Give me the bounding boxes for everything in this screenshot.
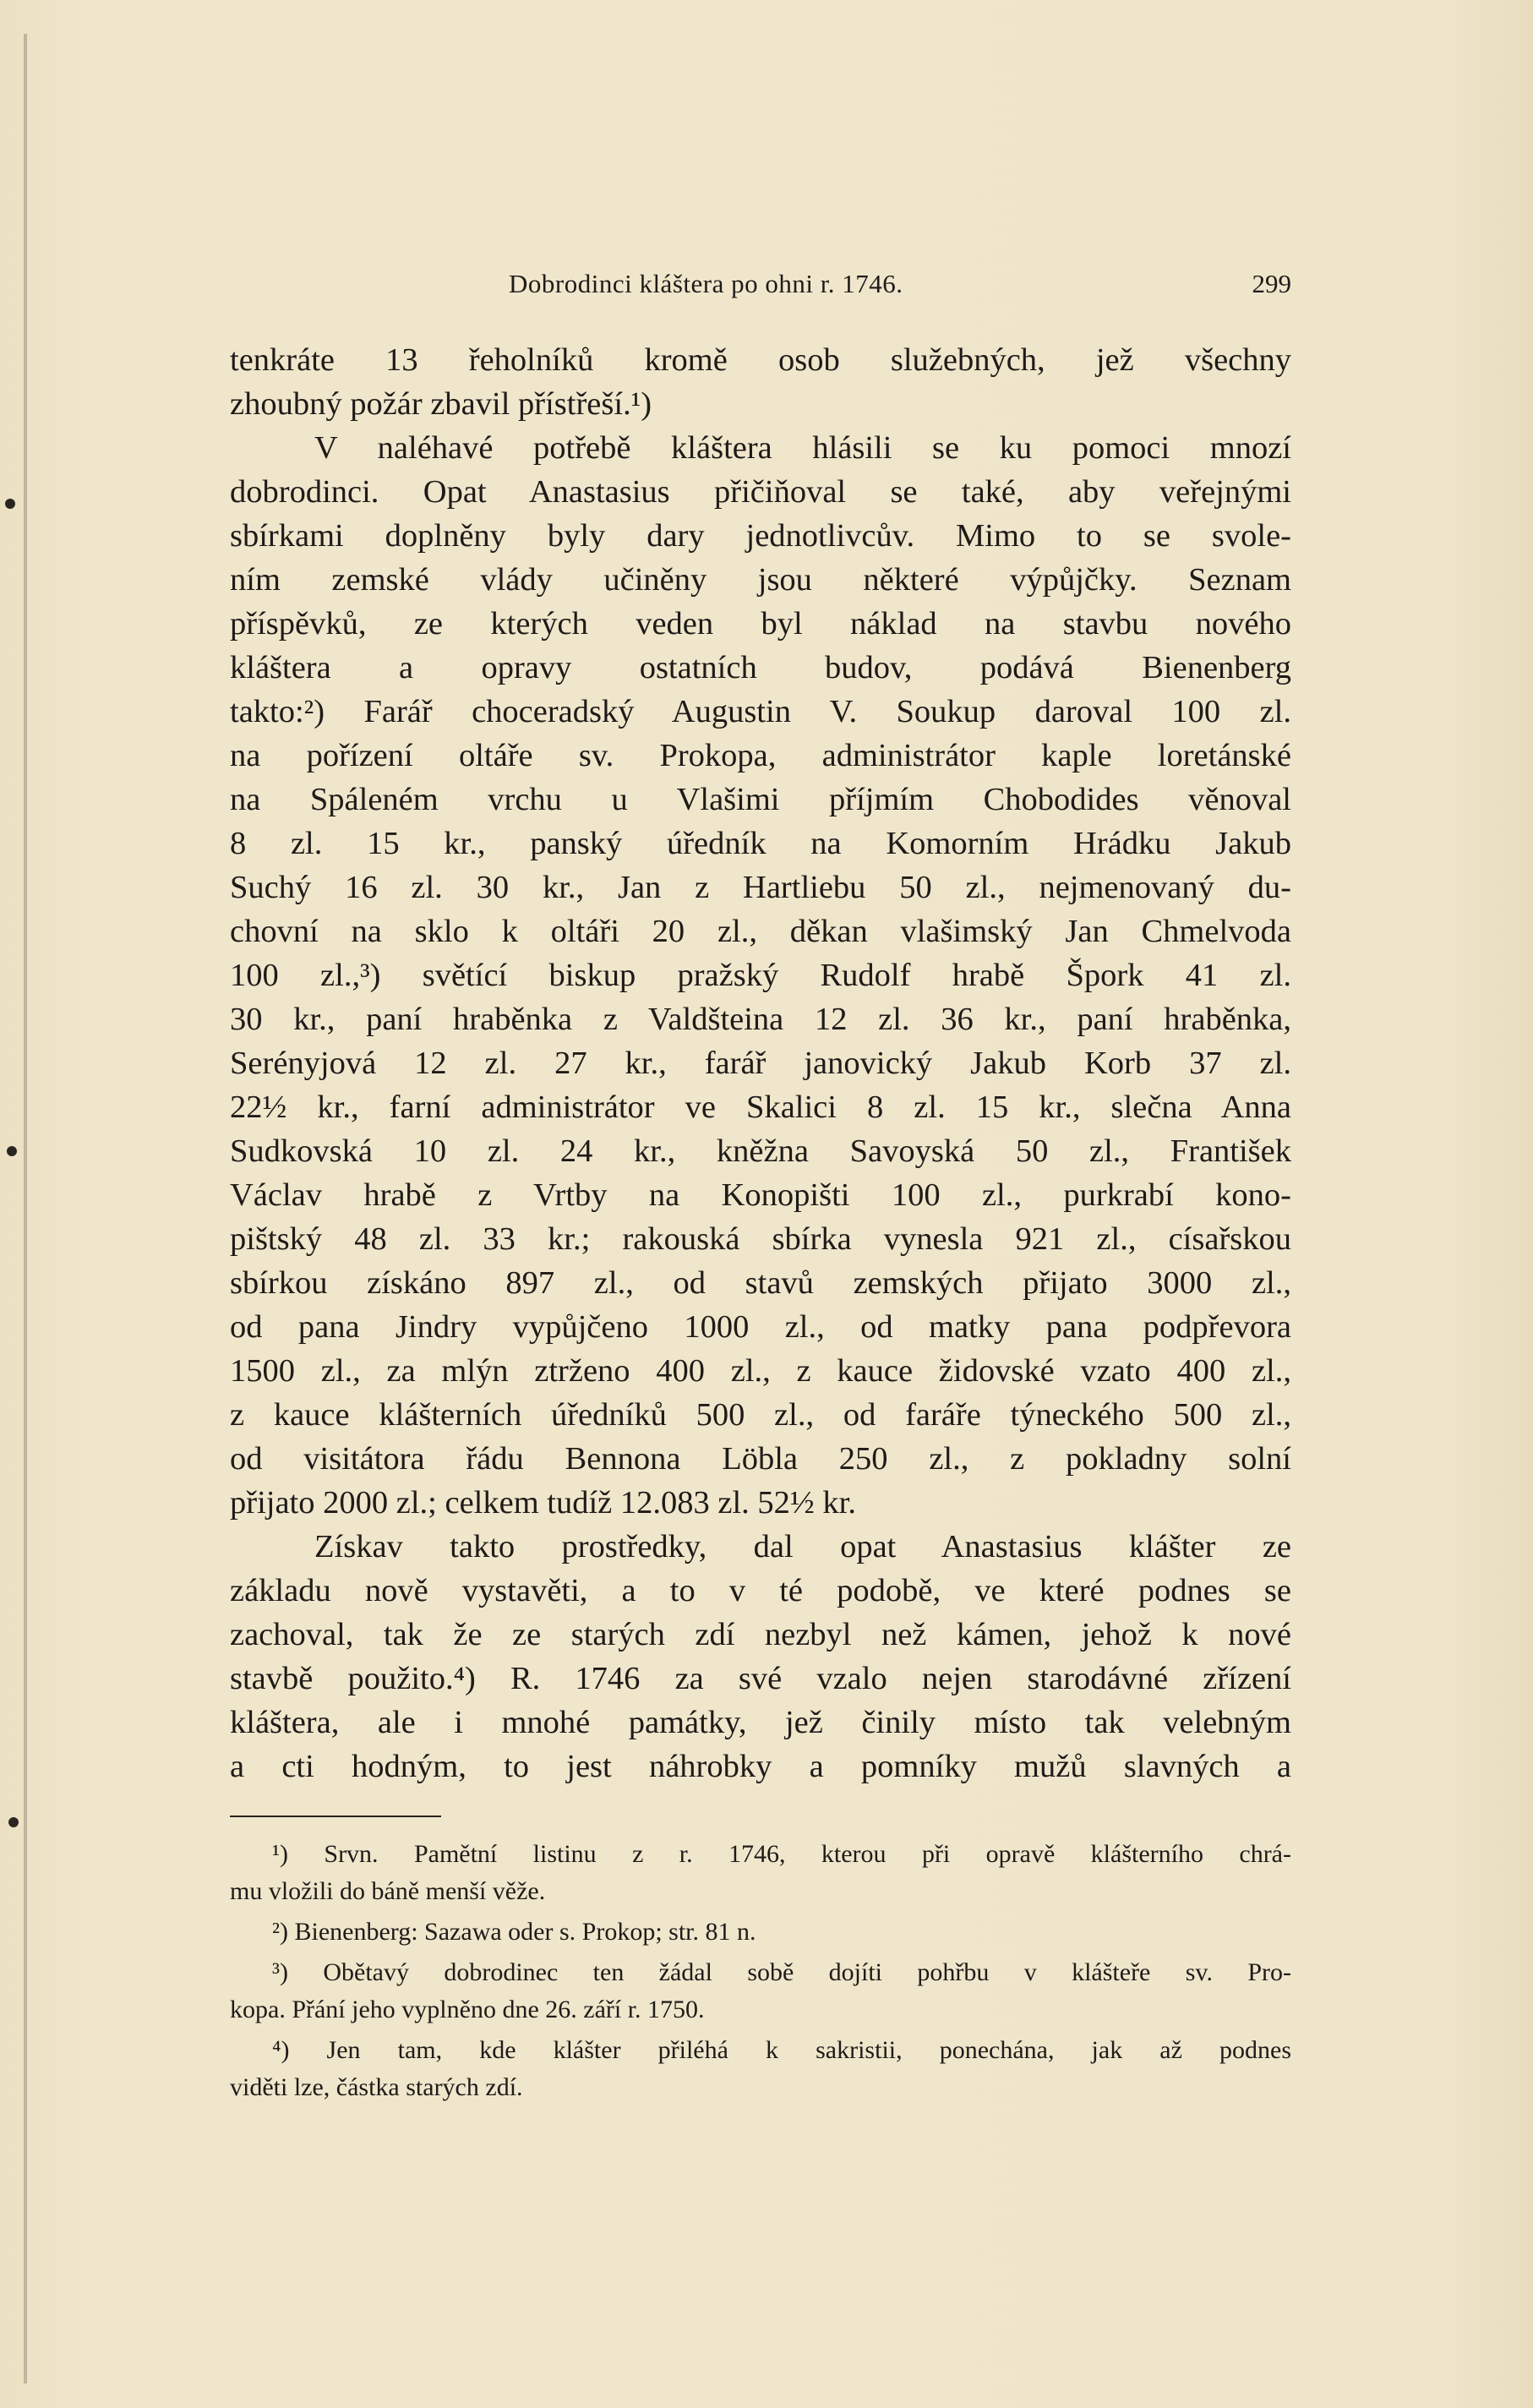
- text-line: z kauce klášterních úředníků 500 zl., od faráře týneckého 500 zl.,: [230, 1397, 1291, 1433]
- text-line: 30 kr., paní hraběnka z Valdšteina 12 zl. 36 kr., paní hraběnka,: [230, 1002, 1291, 1037]
- page-number: 299: [1252, 269, 1291, 298]
- footnotes: [230, 1836, 1291, 2106]
- text-line: 1500 zl., za mlýn ztrženo 400 zl., z kauce židovské vzato 400 zl.,: [230, 1353, 1291, 1389]
- text-line: kláštera a opravy ostatních budov, podává Bienenberg: [230, 650, 1291, 685]
- footnote-line: ²) Bienenberg: Sazawa oder s. Prokop; str. 81 n.: [272, 1918, 756, 1946]
- text-line: ním zemské vlády učiněny jsou některé výpůjčky. Seznam: [230, 562, 1291, 598]
- text-line: V naléhavé potřebě kláštera hlásili se ku pomoci mnozí: [314, 430, 1291, 466]
- text-line: 22½ kr., farní administrátor ve Skalici 8 zl. 15 kr., slečna Anna: [230, 1089, 1291, 1125]
- text-line: na Spáleném vrchu u Vlašimi příjmím Chobodides věnoval: [230, 782, 1291, 817]
- margin-ink-dot: [7, 1146, 17, 1156]
- text-line: zhoubný požár zbavil přístřeší.¹): [230, 386, 652, 422]
- footnote-line: ³) Obětavý dobrodinec ten žádal sobě dojíti pohřbu v klášteře sv. Pro-: [272, 1958, 1291, 1986]
- text-line: 8 zl. 15 kr., panský úředník na Komorním Hrádku Jakub: [230, 826, 1291, 861]
- main-text: [230, 338, 1291, 1788]
- running-title: Dobrodinci kláštera po ohni r. 1746.: [509, 269, 903, 298]
- text-line: sbírkou získáno 897 zl., od stavů zemských přijato 3000 zl.,: [230, 1265, 1291, 1301]
- footnote-divider: [230, 1816, 441, 1817]
- text-line: tenkráte 13 řeholníků kromě osob služebných, jež všechny: [230, 342, 1291, 378]
- text-line: chovní na sklo k oltáři 20 zl., děkan vlašimský Jan Chmelvoda: [230, 914, 1291, 949]
- text-line: Získav takto prostředky, dal opat Anastasius klášter ze: [314, 1529, 1291, 1564]
- text-line: dobrodinci. Opat Anastasius přičiňoval se také, aby veřejnými: [230, 474, 1291, 510]
- margin-ink-dot: [5, 499, 15, 509]
- text-line: základu nově vystavěti, a to v té podobě, ve které podnes se: [230, 1573, 1291, 1608]
- text-line: přijato 2000 zl.; celkem tudíž 12.083 zl. 52½ kr.: [230, 1485, 856, 1521]
- text-line: 100 zl.,³) světící biskup pražský Rudolf hrabě Špork 41 zl.: [230, 958, 1291, 993]
- margin-ink-dot: [8, 1817, 19, 1827]
- text-line: Serényjová 12 zl. 27 kr., farář janovický Jakub Korb 37 zl.: [230, 1046, 1291, 1081]
- footnote-line: mu vložili do báně menší věže.: [230, 1877, 546, 1905]
- text-line: kláštera, ale i mnohé památky, jež činily místo tak velebným: [230, 1705, 1291, 1740]
- page-edge-shadow: [24, 34, 27, 2383]
- text-line: Suchý 16 zl. 30 kr., Jan z Hartliebu 50 zl., nejmenovaný du-: [230, 870, 1291, 905]
- text-line: sbírkami doplněny byly dary jednotlivcův. Mimo to se svole-: [230, 518, 1291, 554]
- text-line: zachoval, tak že ze starých zdí nezbyl než kámen, jehož k nové: [230, 1617, 1291, 1652]
- text-line: příspěvků, ze kterých veden byl náklad na stavbu nového: [230, 606, 1291, 642]
- page-header: [230, 269, 1291, 303]
- text-line: a cti hodným, to jest náhrobky a pomníky mužů slavných a: [230, 1749, 1291, 1784]
- text-line: takto:²) Farář choceradský Augustin V. Soukup daroval 100 zl.: [230, 694, 1291, 729]
- text-line: na pořízení oltáře sv. Prokopa, administrátor kaple loretánské: [230, 738, 1291, 773]
- text-line: Václav hrabě z Vrtby na Konopišti 100 zl., purkrabí kono-: [230, 1177, 1291, 1213]
- text-line: Sudkovská 10 zl. 24 kr., kněžna Savoyská 50 zl., František: [230, 1133, 1291, 1169]
- text-line: od pana Jindry vypůjčeno 1000 zl., od matky pana podpřevora: [230, 1309, 1291, 1345]
- footnote-line: viděti lze, částka starých zdí.: [230, 2073, 523, 2101]
- text-line: stavbě použito.⁴) R. 1746 za své vzalo nejen starodávné zřízení: [230, 1661, 1291, 1696]
- footnote-line: ¹) Srvn. Pamětní listinu z r. 1746, kterou při opravě klášterního chrá-: [272, 1840, 1291, 1868]
- text-line: pištský 48 zl. 33 kr.; rakouská sbírka vynesla 921 zl., císařskou: [230, 1221, 1291, 1257]
- text-line: od visitátora řádu Bennona Löbla 250 zl., z pokladny solní: [230, 1441, 1291, 1477]
- footnote-line: ⁴) Jen tam, kde klášter přiléhá k sakristii, ponechána, jak až podnes: [272, 2036, 1291, 2064]
- footnote-line: kopa. Přání jeho vyplněno dne 26. září r. 1750.: [230, 1996, 705, 2023]
